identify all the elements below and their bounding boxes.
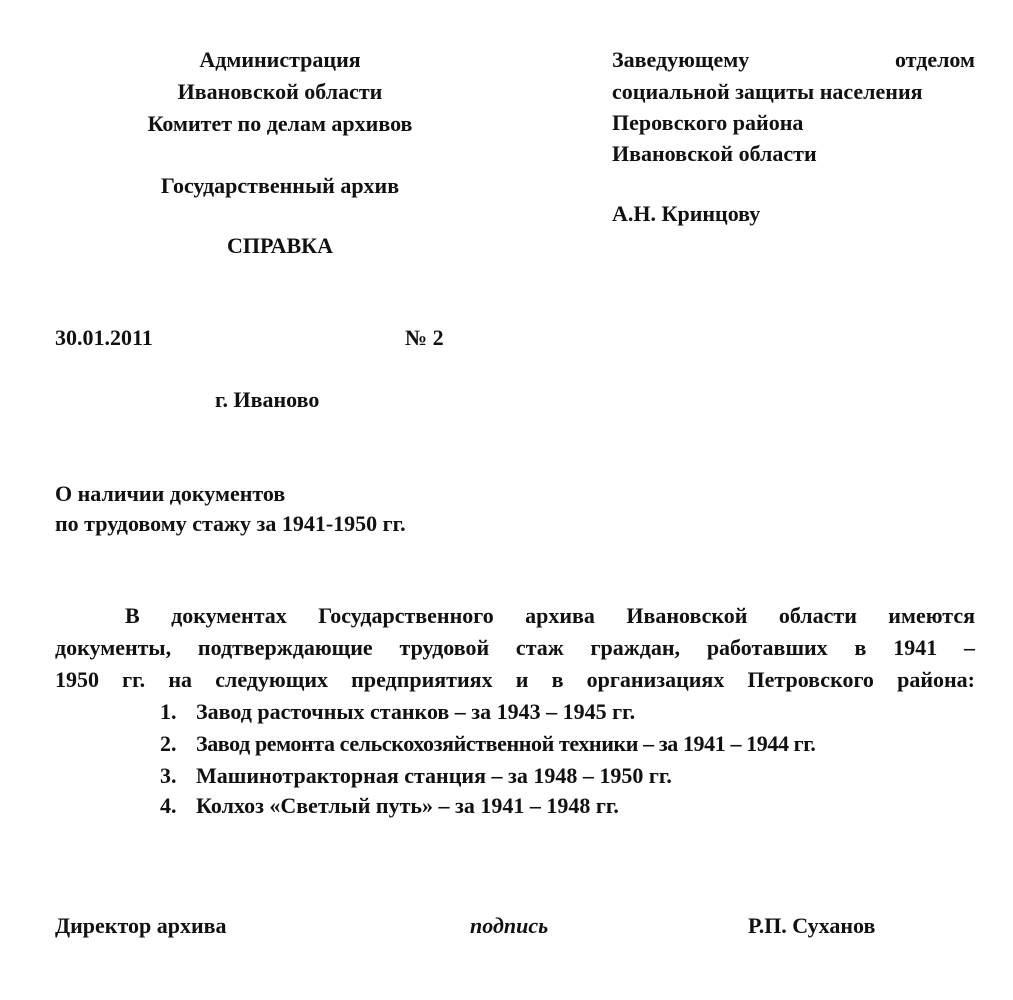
- doc-number: № 2: [405, 325, 444, 350]
- doc-date: 30.01.2011: [55, 325, 153, 350]
- addressee-line-1a: Заведующему: [612, 47, 750, 72]
- list-number: 1.: [160, 699, 177, 724]
- subject-line-2: по трудовому стажу за 1941-1950 гг.: [55, 511, 406, 536]
- addressee-line-3: Перовского района: [612, 110, 804, 135]
- addressee-line-4: Ивановской области: [612, 141, 817, 166]
- org-name: Государственный архив: [160, 173, 400, 198]
- signature-sign: подпись: [470, 913, 549, 938]
- list-text: Колхоз «Светлый путь» – за 1941 – 1948 гг.: [196, 793, 619, 818]
- header-line-3: Комитет по делам архивов: [147, 111, 413, 136]
- list-text: Завод ремонта сельскохозяйственной техники – за 1941 – 1944 гг.: [196, 731, 816, 756]
- addressee-name: А.Н. Кринцову: [612, 201, 761, 226]
- doc-type: СПРАВКА: [226, 233, 334, 258]
- body-line-3: 1950 гг. на следующих предприятиях и в организациях Петровского района:: [55, 667, 975, 692]
- list-number: 4.: [160, 793, 177, 818]
- doc-place: г. Иваново: [215, 387, 320, 412]
- signature-position: Директор архива: [55, 913, 227, 938]
- list-text: Машинотракторная станция – за 1948 – 1950 гг.: [196, 763, 672, 788]
- body-line-2: документы, подтверждающие трудовой стаж граждан, работавших в 1941 –: [55, 635, 975, 660]
- subject-line-1: О наличии документов: [55, 481, 286, 506]
- list-number: 3.: [160, 763, 177, 788]
- addressee-line-1b: отделом: [894, 47, 975, 72]
- addressee-line-2: социальной защиты населения: [612, 79, 923, 104]
- addressee-line-1: [612, 47, 975, 73]
- body-line-1: В документах Государственного архива Ивановской области имеются: [125, 603, 975, 628]
- list-number: 2.: [160, 731, 177, 756]
- header-line-1: Администрация: [199, 47, 361, 72]
- list-text: Завод расточных станков – за 1943 – 1945 гг.: [196, 699, 636, 724]
- signature-name: Р.П. Суханов: [748, 913, 876, 938]
- header-line-2: Ивановской области: [177, 79, 383, 104]
